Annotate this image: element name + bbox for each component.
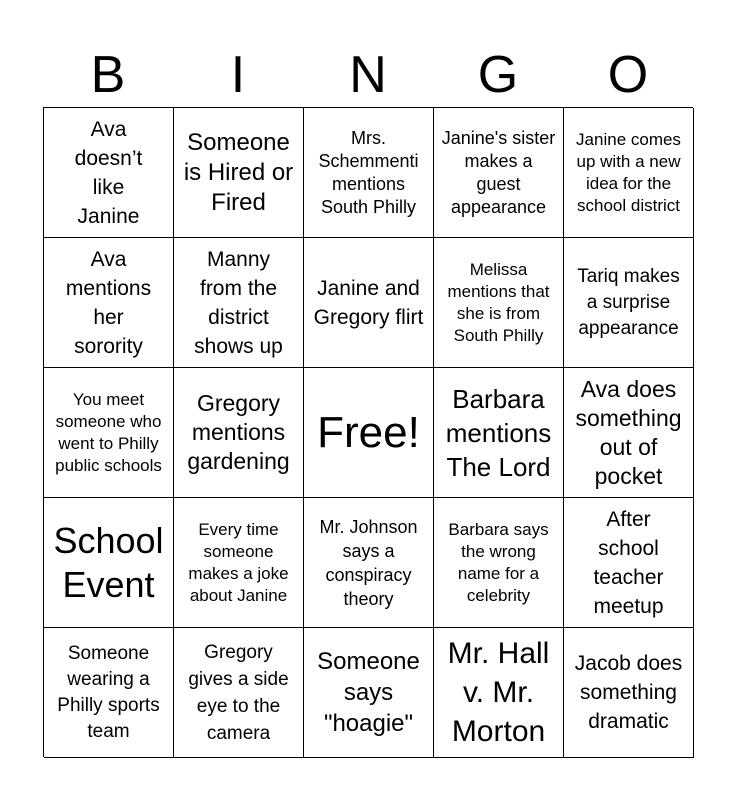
bingo-cell[interactable]	[174, 498, 304, 628]
cell-text: Ava does something out of pocket	[575, 375, 682, 489]
cell-text: Melissa mentions that she is from South Philly	[447, 259, 550, 345]
bingo-cell[interactable]	[174, 368, 304, 498]
cell-text: Mrs. Schemmenti mentions South Philly	[318, 127, 419, 217]
bingo-cell[interactable]	[564, 628, 694, 758]
cell-text: Jacob does something dramatic	[574, 652, 683, 733]
cell-text: Someone is Hired or Fired	[183, 128, 294, 216]
bingo-cell[interactable]	[44, 108, 174, 238]
bingo-header	[43, 44, 693, 106]
bingo-cell[interactable]	[564, 368, 694, 498]
bingo-cell[interactable]	[174, 108, 304, 238]
bingo-cell[interactable]	[44, 498, 174, 628]
cell-text: Janine and Gregory flirt	[313, 276, 424, 329]
bingo-cell[interactable]	[434, 238, 564, 368]
cell-text: Someone says "hoagie"	[317, 648, 420, 737]
header-letter-b: B	[90, 46, 126, 104]
cell-text: Janine comes up with a new idea for the school district	[576, 129, 681, 215]
bingo-cell[interactable]	[304, 238, 434, 368]
free-space-label: Free!	[317, 407, 420, 457]
bingo-cell[interactable]	[434, 498, 564, 628]
bingo-cell[interactable]	[564, 498, 694, 628]
cell-text: Mr. Johnson says a conspiracy theory	[319, 516, 418, 609]
bingo-cell[interactable]	[434, 108, 564, 238]
cell-text: Gregory mentions gardening	[187, 390, 290, 474]
bingo-cell[interactable]	[564, 238, 694, 368]
cell-text: Ava mentions her sorority	[65, 247, 152, 358]
cell-text: Gregory gives a side eye to the camera	[188, 641, 289, 744]
cell-text: You meet someone who went to Philly public schools	[55, 389, 162, 475]
header-letter-i: I	[230, 46, 246, 104]
bingo-grid	[43, 107, 693, 757]
cell-text: Someone wearing a Philly sports team	[57, 642, 160, 742]
bingo-cell[interactable]	[304, 628, 434, 758]
bingo-cell[interactable]	[44, 368, 174, 498]
cell-text: Barbara mentions The Lord	[445, 383, 552, 482]
cell-text: Manny from the district shows up	[194, 247, 283, 358]
header-letter-o: O	[607, 46, 649, 104]
cell-text: After school teacher meetup	[593, 507, 664, 618]
bingo-cell[interactable]	[44, 238, 174, 368]
header-letter-n: N	[349, 46, 387, 104]
bingo-cell[interactable]	[304, 498, 434, 628]
bingo-cell[interactable]	[304, 108, 434, 238]
cell-text: Janine's sister makes a guest appearance	[441, 127, 556, 217]
cell-text: Every time someone makes a joke about Janine	[188, 519, 289, 605]
bingo-cell[interactable]	[564, 108, 694, 238]
header-letter-g: G	[477, 46, 519, 104]
bingo-cell[interactable]	[434, 368, 564, 498]
cell-text: Ava doesn’t like Janine	[74, 117, 143, 228]
bingo-cell[interactable]	[174, 238, 304, 368]
cell-text: Barbara says the wrong name for a celebrity	[448, 519, 549, 605]
bingo-cell[interactable]	[44, 628, 174, 758]
cell-text: Mr. Hall v. Mr. Morton	[447, 637, 550, 748]
cell-text: Tariq makes a surprise appearance	[577, 265, 680, 339]
cell-text: School Event	[53, 519, 164, 605]
free-space[interactable]	[304, 368, 434, 498]
bingo-cell[interactable]	[434, 628, 564, 758]
bingo-cell[interactable]	[174, 628, 304, 758]
